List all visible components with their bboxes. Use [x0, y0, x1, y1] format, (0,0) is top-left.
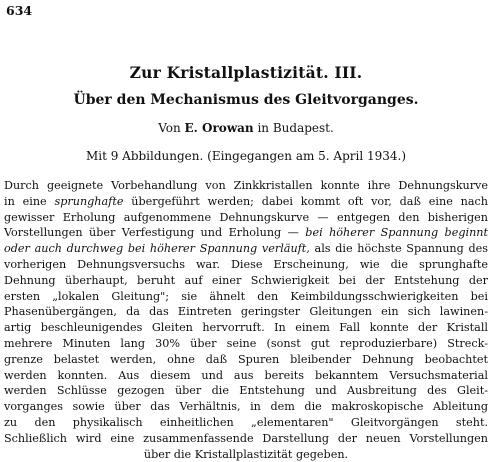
abstract-line [4, 225, 488, 241]
paper-subtitle: Über den Mechanismus des Gleitvorganges. [73, 92, 419, 108]
abstract-text: ersten „lokalen Gleitung"; sie ähnelt den Keimbildungsschwierigkeiten bei [4, 289, 488, 303]
abstract-text: artig beschleunigendes Gleiten hervorruft. In einem Fall konnte der Kristall [4, 321, 488, 335]
abstract-line [4, 289, 488, 305]
abstract-line [4, 273, 488, 289]
abstract-line [4, 241, 488, 257]
abstract-line [4, 210, 488, 226]
abstract-line [4, 178, 488, 194]
abstract-text: Dehnung überhaupt, beruht auf einer Schwierigkeit bei der Entstehung der [4, 273, 488, 287]
abstract-line [4, 320, 488, 336]
abstract-text: übergeführt werden; dabei kommt oft vor, daß eine nach [123, 194, 488, 208]
author-affiliation: in Budapest. [253, 121, 334, 135]
abstract-line [4, 368, 488, 384]
abstract-line [4, 336, 488, 352]
abstract-text: in eine [4, 194, 55, 208]
author-line [0, 121, 492, 135]
abstract-line [4, 194, 488, 210]
abstract-line [4, 447, 488, 462]
abstract-emphasis: bei höherer Spannung beginnt [305, 226, 488, 240]
abstract-text: Durch geeignete Vorbehandlung von Zinkkristallen konnte ihre Dehnungskurve [4, 179, 488, 192]
page-number: 634 [6, 3, 33, 18]
abstract-text: Schließlich wird eine zusammenfassende Darstellung der neuen Vorstellungen [4, 431, 488, 445]
abstract-text: als die höchste Spannung des [309, 242, 488, 256]
abstract-text: zu den physikalisch einheitlichen „elementaren" Gleitvorgängen steht. [4, 415, 488, 429]
author-name: E. Orowan [184, 121, 254, 135]
abstract-text: werden konnten. Aus diesem und aus bereits bekanntem Versuchsmaterial [4, 368, 488, 382]
abstract-line [4, 431, 488, 447]
abstract-text: vorherigen Dehnungsversuchs war. Diese Erscheinung, wie die sprunghafte [4, 257, 488, 271]
paper-title: Zur Kristallplastizität. III. [129, 63, 363, 82]
abstract-line [4, 383, 488, 399]
abstract-emphasis: sprunghafte [54, 194, 124, 208]
abstract-line [4, 399, 488, 415]
abstract-text: werden Schlüsse gezogen über die Entstehung und Ausbreitung des Gleit- [4, 384, 488, 398]
abstract-text: über die Kristallplastizität gegeben. [143, 447, 349, 461]
abstract-line [4, 304, 488, 320]
abstract-text: gewisser Erholung aufgenommene Dehnungskurve — entgegen den bisherigen [4, 210, 488, 224]
byline-prefix: Von [158, 121, 185, 135]
submission-info: Mit 9 Abbildungen. (Eingegangen am 5. April 1934.) [85, 149, 407, 163]
abstract-line [4, 257, 488, 273]
abstract-text: grenze belastet werden, ohne daß Spuren bleibender Dehnung beobachtet [4, 352, 488, 366]
abstract-emphasis: oder auch durchweg bei höherer Spannung verläuft, [4, 242, 310, 256]
abstract-line [4, 352, 488, 368]
abstract-line [4, 415, 488, 431]
abstract-text: mehrere Minuten lang 30% über seine (sonst gut reproduzierbare) Streck- [4, 336, 488, 350]
abstract-text: vorganges sowie über das Verhältnis, in dem die makroskopische Ableitung [4, 400, 488, 414]
abstract [4, 178, 488, 462]
abstract-text: Phasenübergängen, da das Eintreten geringster Gleitungen ein sich lawinen- [4, 305, 488, 319]
abstract-text: Vorstellungen über Verfestigung und Erholung — [4, 226, 306, 240]
